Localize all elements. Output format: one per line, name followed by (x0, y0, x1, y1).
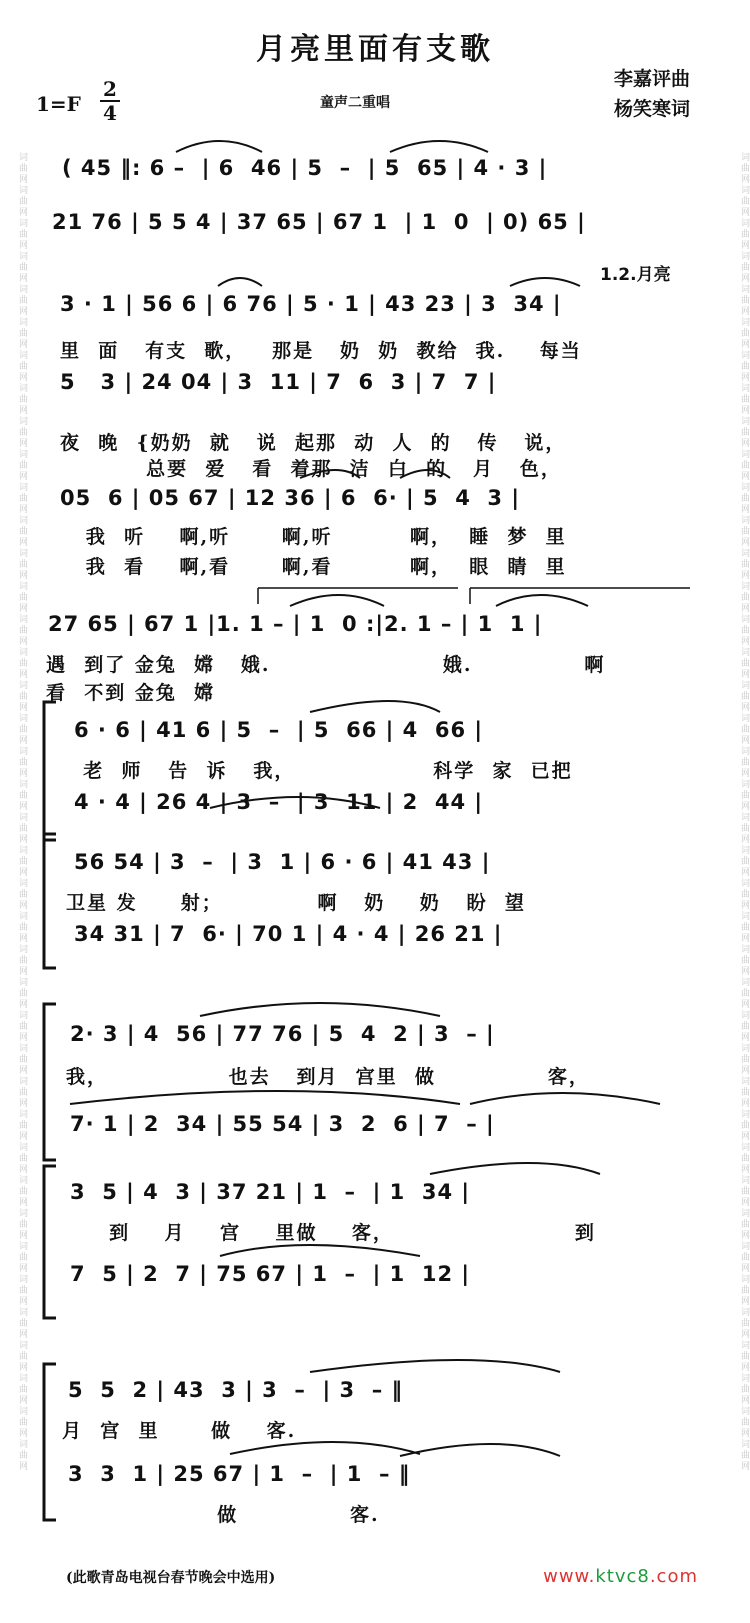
lyric-system-6-b: 看 不到 金兔 嫦 (46, 682, 216, 704)
slur (300, 470, 360, 478)
volta-label-top: 1.2.月亮 (600, 265, 671, 285)
site-watermark (543, 1566, 698, 1587)
slur (310, 701, 440, 712)
slur (218, 278, 262, 286)
slur (70, 1091, 460, 1104)
site-prefix: www. (543, 1566, 596, 1587)
notes-system-7-lower: 4 · 4 | 26 4 | 3 – | 3 11 | 2 44 | (74, 790, 484, 814)
meter-bottom: 4 (103, 101, 117, 125)
system-bracket (44, 702, 56, 840)
watermark-right: 词曲网词曲网词曲网词曲网词曲网词曲网词曲网词曲网词曲网词曲网词曲网词曲网词曲网词曲网词曲网词曲网词曲网词曲网词曲网词曲网词曲网词曲网词曲网词曲网词曲网词曲网词曲网词曲网词曲网词曲网词曲网词曲网词曲网词曲网词曲网词曲网词曲网词曲网词曲网词曲网 (739, 151, 749, 1472)
key-signature: 1=F (36, 92, 81, 116)
notes-system-1: ( 45 ‖: 6 – | 6 46 | 5 – | 5 65 | 4 · 3 | (62, 156, 548, 180)
system-bracket (44, 834, 56, 968)
site-suffix: .com (649, 1566, 698, 1587)
lyric-system-3: 里 面 有支 歌， 那是 奶 奶 教给 我. 每当 (60, 340, 582, 362)
notes-system-6: 27 65 | 67 1 |1. 1 – | 1 0 :|2. 1 – | 1 1 | (48, 612, 543, 636)
lyric-system-8: 卫星 发 射； 啊 奶 奶 盼 望 (66, 892, 526, 914)
lyric-system-6-a: 遇 到了 金兔 嫦 娥. 娥. 啊 (46, 654, 606, 676)
lyric-system-5-a: 我 听 啊,听 啊,听 啊， 睡 梦 里 (60, 526, 567, 548)
notes-system-11-lower: 3 3 1 | 25 67 | 1 – | 1 – ‖ (68, 1462, 411, 1486)
notes-system-2: 21 76 | 5 5 4 | 37 65 | 67 1 | 1 0 | 0) 65 | (52, 210, 586, 234)
voice-type: 童声二重唱 (320, 95, 390, 111)
notes-system-9-upper: 2· 3 | 4 56 | 77 76 | 5 4 2 | 3 – | (70, 1022, 495, 1046)
slur (176, 141, 262, 152)
watermark-left: 词曲网词曲网词曲网词曲网词曲网词曲网词曲网词曲网词曲网词曲网词曲网词曲网词曲网词曲网词曲网词曲网词曲网词曲网词曲网词曲网词曲网词曲网词曲网词曲网词曲网词曲网词曲网词曲网词曲网词曲网词曲网词曲网词曲网词曲网词曲网词曲网词曲网词曲网词曲网词曲网 (17, 151, 27, 1472)
slur (210, 797, 380, 808)
slur (430, 1163, 600, 1174)
notes-system-11-upper: 5 5 2 | 43 3 | 3 – | 3 – ‖ (68, 1378, 404, 1402)
notes-system-10-upper: 3 5 | 4 3 | 37 21 | 1 – | 1 34 | (70, 1180, 471, 1204)
slur (400, 1444, 560, 1456)
system-bracket (44, 1004, 56, 1160)
slur (230, 1442, 420, 1454)
lyric-system-10: 到 月 宫 里做 客， 到 (66, 1222, 596, 1244)
slur (390, 141, 488, 152)
notes-system-5: 05 6 | 05 67 | 12 36 | 6 6· | 5 4 3 | (60, 486, 521, 510)
slur (400, 470, 450, 478)
slur (310, 1360, 560, 1372)
slur (220, 1245, 420, 1256)
system-bracket (44, 1364, 56, 1520)
meter-top: 2 (103, 77, 117, 101)
slur (470, 1093, 660, 1104)
lyric-system-5-b: 我 看 啊,看 啊,看 啊， 眼 睛 里 (60, 556, 567, 578)
notes-system-9-lower: 7· 1 | 2 34 | 55 54 | 3 2 6 | 7 – | (70, 1112, 495, 1136)
footnote: (此歌青岛电视台春节晚会中选用) (66, 1570, 276, 1586)
notes-system-3: 3 · 1 | 56 6 | 6 76 | 5 · 1 | 43 23 | 3 34 | (60, 292, 562, 316)
lyric-system-4-b: 总要 爱 看 着那 洁 白 的 月 色， (60, 458, 562, 480)
notes-system-8-lower: 34 31 | 7 6· | 70 1 | 4 · 4 | 26 21 | (74, 922, 503, 946)
site-brand: ktvc8 (595, 1566, 650, 1587)
lyric-system-7: 老 师 告 诉 我， 科学 家 已把 (66, 760, 573, 782)
slur (510, 278, 580, 286)
notes-system-10-lower: 7 5 | 2 7 | 75 67 | 1 – | 1 12 | (70, 1262, 471, 1286)
lyricist: 杨笑寒词 (613, 98, 690, 120)
notes-system-8-upper: 56 54 | 3 – | 3 1 | 6 · 6 | 41 43 | (74, 850, 491, 874)
lyric-system-11-a: 月 宫 里 做 客. (62, 1420, 297, 1442)
lyric-system-9: 我， 也去 到月 宫里 做 客， (66, 1066, 590, 1088)
lyric-system-11-b: 做 客. (62, 1504, 380, 1526)
slur (290, 595, 384, 606)
slur (200, 1003, 440, 1016)
slur (496, 595, 588, 606)
system-bracket (44, 1166, 56, 1318)
notes-system-7-upper: 6 · 6 | 41 6 | 5 – | 5 66 | 4 66 | (74, 718, 484, 742)
composer: 李嘉评曲 (613, 68, 690, 90)
lyric-system-4-a: 夜 晚 {奶奶 就 说 起那 动 人 的 传 说， (60, 432, 567, 454)
song-title: 月亮里面有支歌 (256, 32, 494, 67)
notes-system-4: 5 3 | 24 04 | 3 11 | 7 6 3 | 7 7 | (60, 370, 497, 394)
